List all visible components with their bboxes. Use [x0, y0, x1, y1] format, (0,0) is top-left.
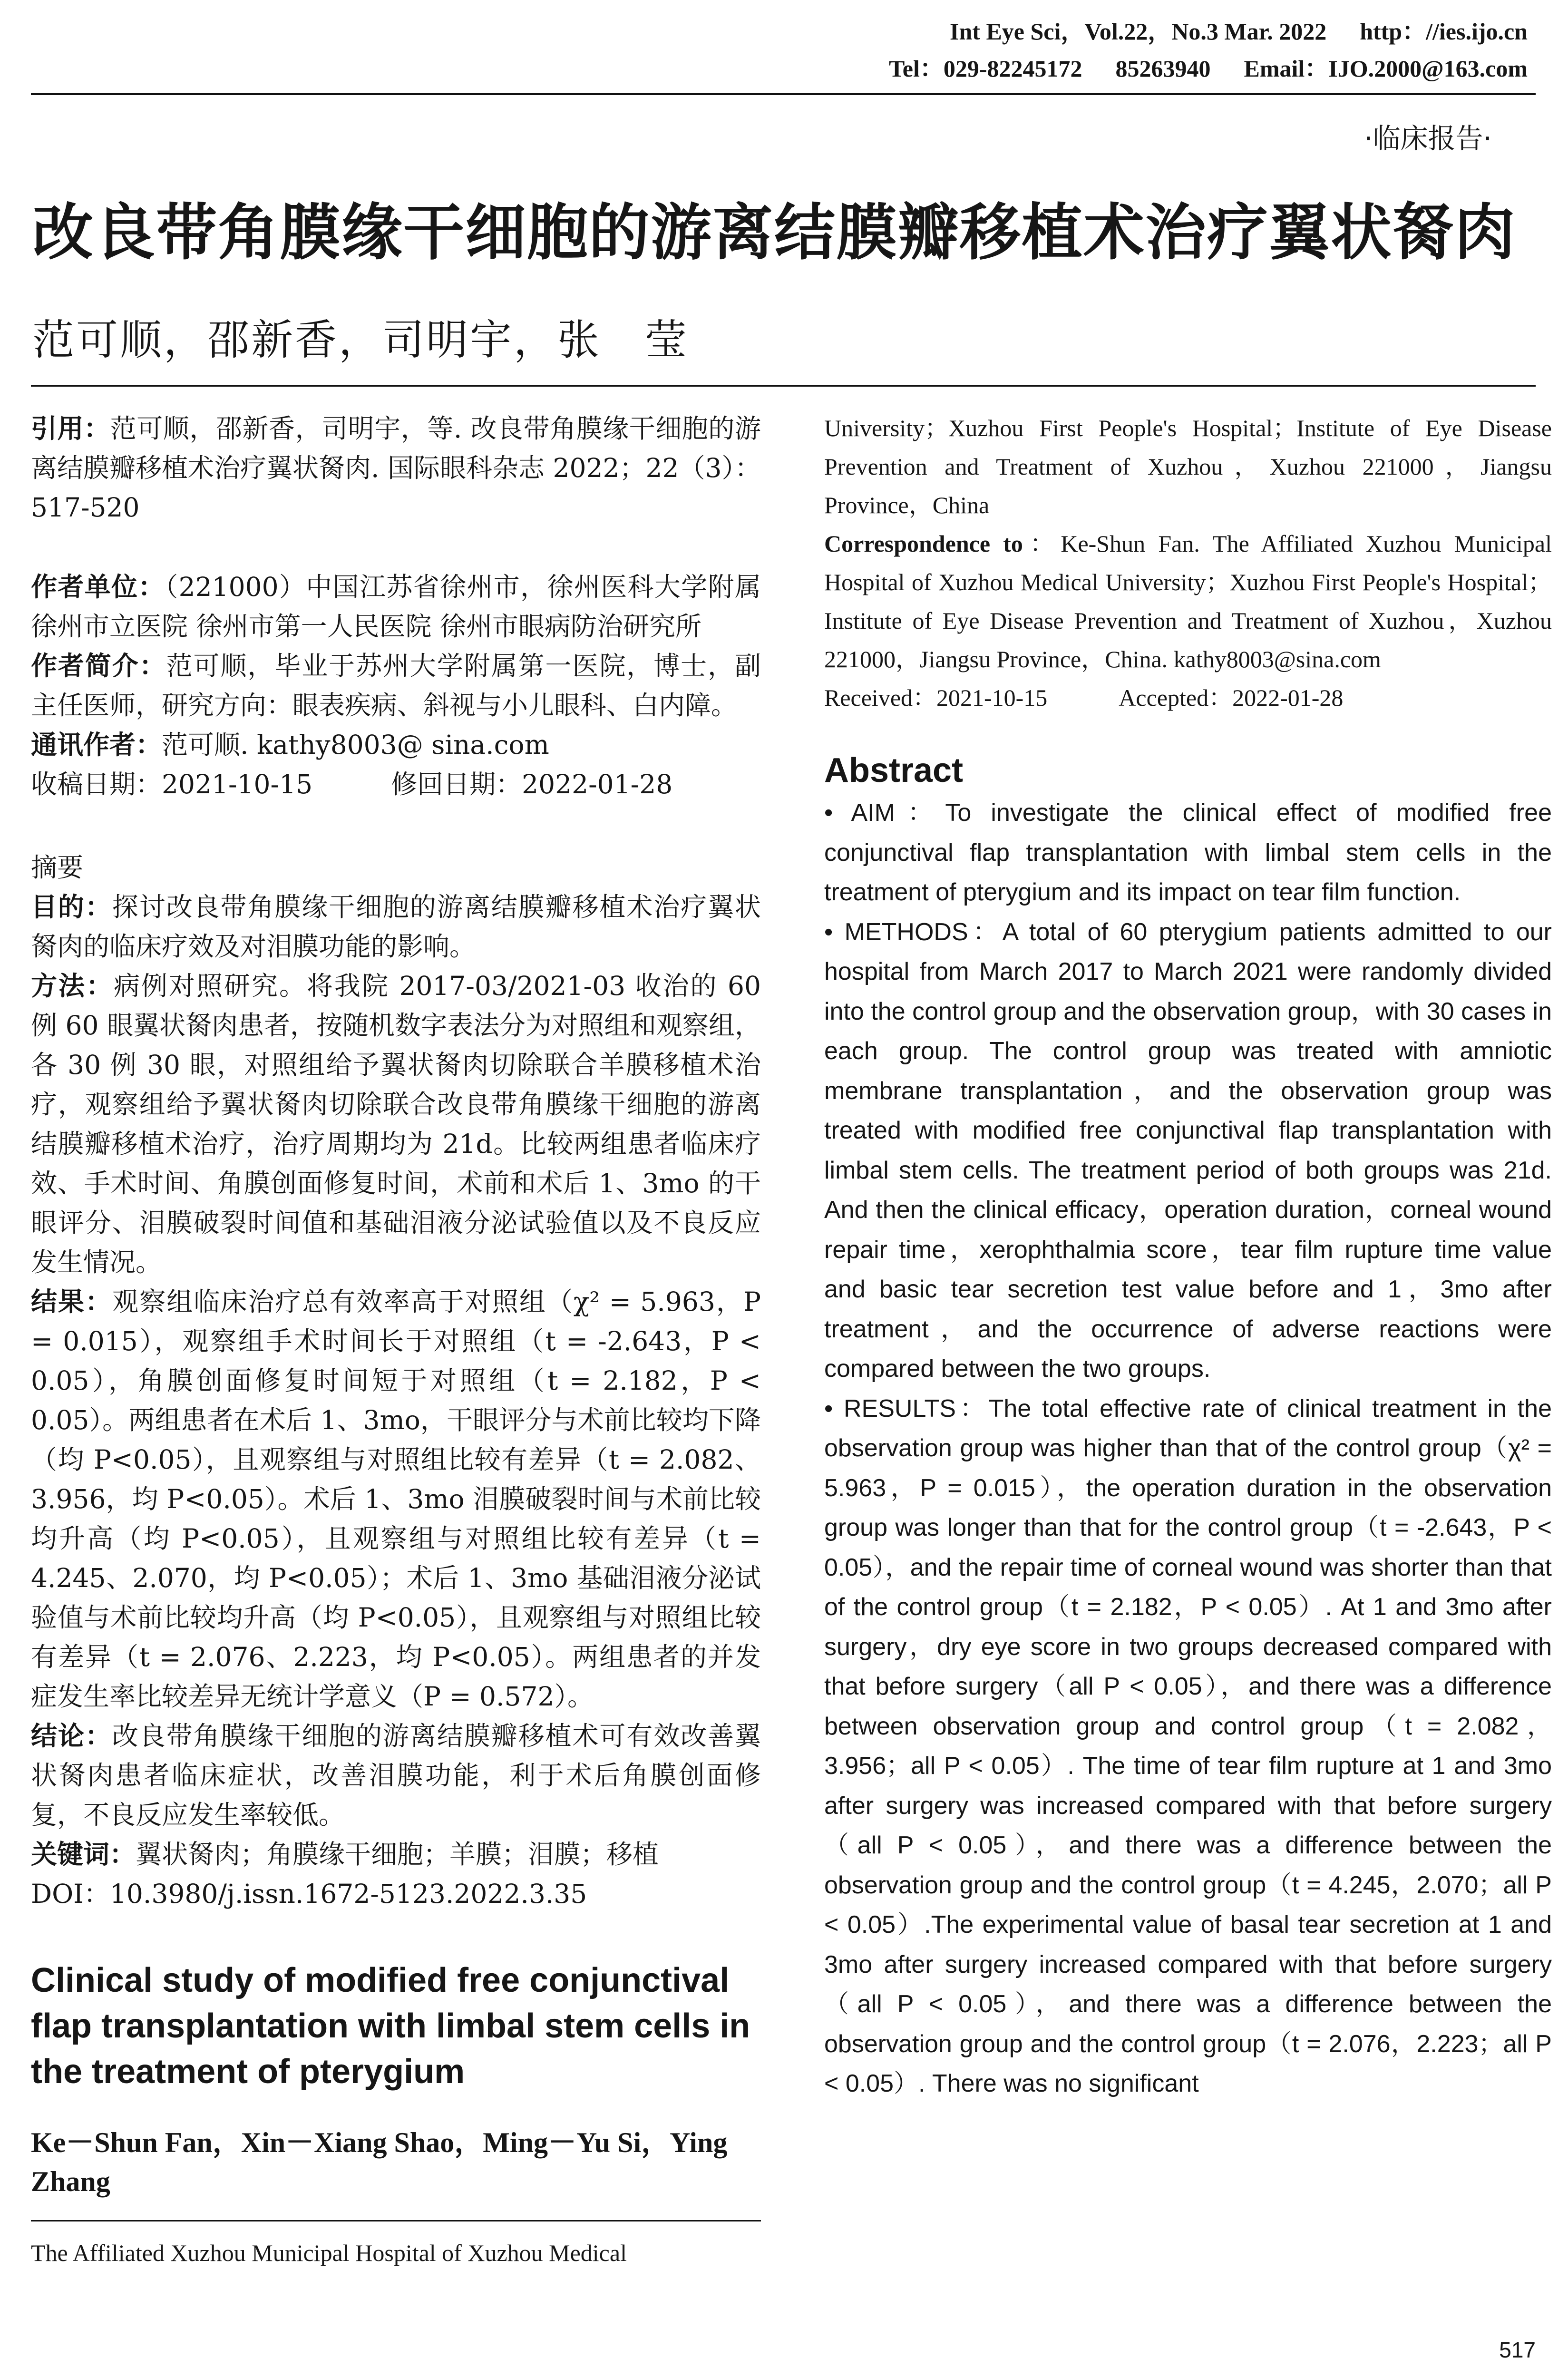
left-column — [31, 409, 761, 2358]
journal-email[interactable]: Email：IJO.2000@163.com — [1244, 55, 1528, 82]
corresponding-author: 通讯作者：范可顺. kathy8003@ sina.com — [31, 730, 549, 760]
english-affiliation-continued: University；Xuzhou First People's Hospital；Institute of Eye Disease Prevention and Treatment of Xuzhou，Xuzhou 221000，Jiangsu Province，China — [824, 415, 1552, 518]
summary-aim: 目的：探讨改良带角膜缘干细胞的游离结膜瓣移植术治疗翼状胬肉的临床疗效及对泪膜功能的影响。 — [31, 892, 761, 962]
journal-tel: Tel：029-82245172 — [889, 55, 1082, 82]
keywords: 关键词：翼状胬肉；角膜缘干细胞；羊膜；泪膜；移植 — [31, 1839, 659, 1870]
page-number: 517 — [1499, 2338, 1536, 2362]
journal-header-line1 — [950, 16, 1528, 47]
right-column — [824, 409, 1552, 2358]
abstract-aim: • AIM：To investigate the clinical effect of modified free conjunctival flap transplantation with limbal stem cells in the treatment of pterygium and its impact on tear film function. — [824, 799, 1552, 906]
journal-info: Int Eye Sci，Vol.22，No.3 Mar. 2022 — [950, 18, 1327, 45]
journal-website[interactable]: http：//ies.ijo.cn — [1360, 18, 1528, 45]
citation: 引用：范可顺，邵新香，司明宇，等. 改良带角膜缘干细胞的游离结膜瓣移植术治疗翼状胬肉. 国际眼科杂志 2022；22（3）：517-520 — [31, 413, 761, 523]
affiliation: 作者单位：（221000）中国江苏省徐州市，徐州医科大学附属徐州市立医院 徐州市第一人民医院 徐州市眼病防治研究所 — [31, 572, 761, 642]
summary-methods: 方法：病例对照研究。将我院 2017-03/2021-03 收治的 60 例 60 眼翼状胬肉患者，按随机数字表法分为对照组和观察组，各 30 例 30 眼，对照组给予翼状胬肉切除联合羊膜移植术治疗，观察组给予翼状胬肉切除联合改良带角膜缘干细胞的游离结膜瓣移植术治疗，治疗周期均为 21d。比较两组患者临床疗效、手术时间、角膜创面修复时间，术前和术后 1、3mo 的干眼评分、泪膜破裂时间值和基础泪液分泌试验值以及不良反应发生情况。 — [31, 971, 761, 1277]
summary-heading: 摘要 — [31, 852, 84, 883]
title-rule — [31, 385, 1536, 387]
english-dates: Received：2021-10-15 Accepted：2022-01-28 — [824, 684, 1344, 711]
article-title: 改良带角膜缘干细胞的游离结膜瓣移植术治疗翼状胬肉 — [32, 197, 1517, 268]
abstract-methods: • METHODS：A total of 60 pterygium patients admitted to our hospital from March 2017 to March 2021 were randomly divided into the control group and the observation group，with 30 cases in each group. The control group was treated with amniotic membrane transplantation，and the observation group was treated with modified free conjunctival flap transplantation with limbal stem cells. The treatment period of both groups was 21d. And then the clinical efficacy，operation duration，corneal wound repair time，xerophthalmia score，tear film rupture time value and basic tear secretion test value before and 1，3mo after treatment，and the occurrence of adverse reactions were compared between the two groups. — [824, 918, 1552, 1383]
english-correspondence: Correspondence to：Ke-Shun Fan. The Affiliated Xuzhou Municipal Hospital of Xuzhou Medical University；Xuzhou First People's Hospital；Institute of Eye Disease Prevention and Treatment of Xuzhou，Xuzhou 221000，Jiangsu Province，China. kathy8003@sina.com — [824, 530, 1552, 672]
doi[interactable]: DOI：10.3980/j.issn.1672-5123.2022.3.35 — [31, 1879, 587, 1909]
abstract-heading: Abstract — [824, 751, 964, 789]
section-label: ·临床报告· — [1364, 122, 1492, 155]
english-authors: Ke－Shun Fan，Xin－Xiang Shao，Ming－Yu Si，Ying Zhang — [31, 2127, 728, 2197]
received-dates: 收稿日期：2021-10-15 修回日期：2022-01-28 — [31, 769, 673, 799]
journal-tel2: 85263940 — [1115, 55, 1211, 82]
journal-header-line2 — [889, 53, 1528, 84]
english-title: Clinical study of modified free conjunctival flap transplantation with limbal stem cells in the treatment of pterygium — [31, 1961, 750, 2091]
article-authors: 范可顺，邵新香，司明宇，张 莹 — [32, 315, 689, 364]
author-bio: 作者简介：范可顺，毕业于苏州大学附属第一医院，博士，副主任医师，研究方向：眼表疾病、斜视与小儿眼科、白内障。 — [31, 651, 761, 721]
summary-conclusion: 结论：改良带角膜缘干细胞的游离结膜瓣移植术可有效改善翼状胬肉患者临床症状，改善泪膜功能，利于术后角膜创面修复，不良反应发生率较低。 — [31, 1721, 761, 1830]
header-rule — [31, 93, 1536, 95]
abstract-results: • RESULTS：The total effective rate of clinical treatment in the observation group was higher than that of the control group（χ² = 5.963，P = 0.015），the operation duration in the observation group was longer than that for the control group（t = -2.643，P < 0.05），and the repair time of corneal wound was shorter than that of the control group（t = 2.182，P < 0.05）. At 1 and 3mo after surgery，dry eye score in two groups decreased compared with that before surgery（all P < 0.05），and there was a difference between observation group and control group（t = 2.082，3.956；all P < 0.05）. The time of tear film rupture at 1 and 3mo after surgery was increased compared with that before surgery（all P < 0.05），and there was a difference between the observation group and the control group（t = 4.245，2.070；all P < 0.05）.The experimental value of basal tear secretion at 1 and 3mo after surgery increased compared with that before surgery（all P < 0.05），and there was a difference between the observation group and the control group（t = 2.076，2.223；all P < 0.05）. There was no significant — [824, 1394, 1552, 2097]
summary-results: 结果：观察组临床治疗总有效率高于对照组（χ² = 5.963，P = 0.015），观察组手术时间长于对照组（t = -2.643，P < 0.05），角膜创面修复时间短于对照组（t = 2.182，P < 0.05）。两组患者在术后 1、3mo，干眼评分与术前比较均下降（均 P<0.05），且观察组与对照组比较有差异（t = 2.082、3.956，均 P<0.05）。术后 1、3mo 泪膜破裂时间与术前比较均升高（均 P<0.05），且观察组与对照组比较有差异（t = 4.245、2.070，均 P<0.05）；术后 1、3mo 基础泪液分泌试验值与术前比较均升高（均 P<0.05），且观察组与对照组比较有差异（t = 2.076、2.223，均 P<0.05）。两组患者的并发症发生率比较差异无统计学意义（P = 0.572）。 — [31, 1286, 761, 1712]
english-affiliation-start: The Affiliated Xuzhou Municipal Hospital of Xuzhou Medical — [31, 2240, 627, 2266]
